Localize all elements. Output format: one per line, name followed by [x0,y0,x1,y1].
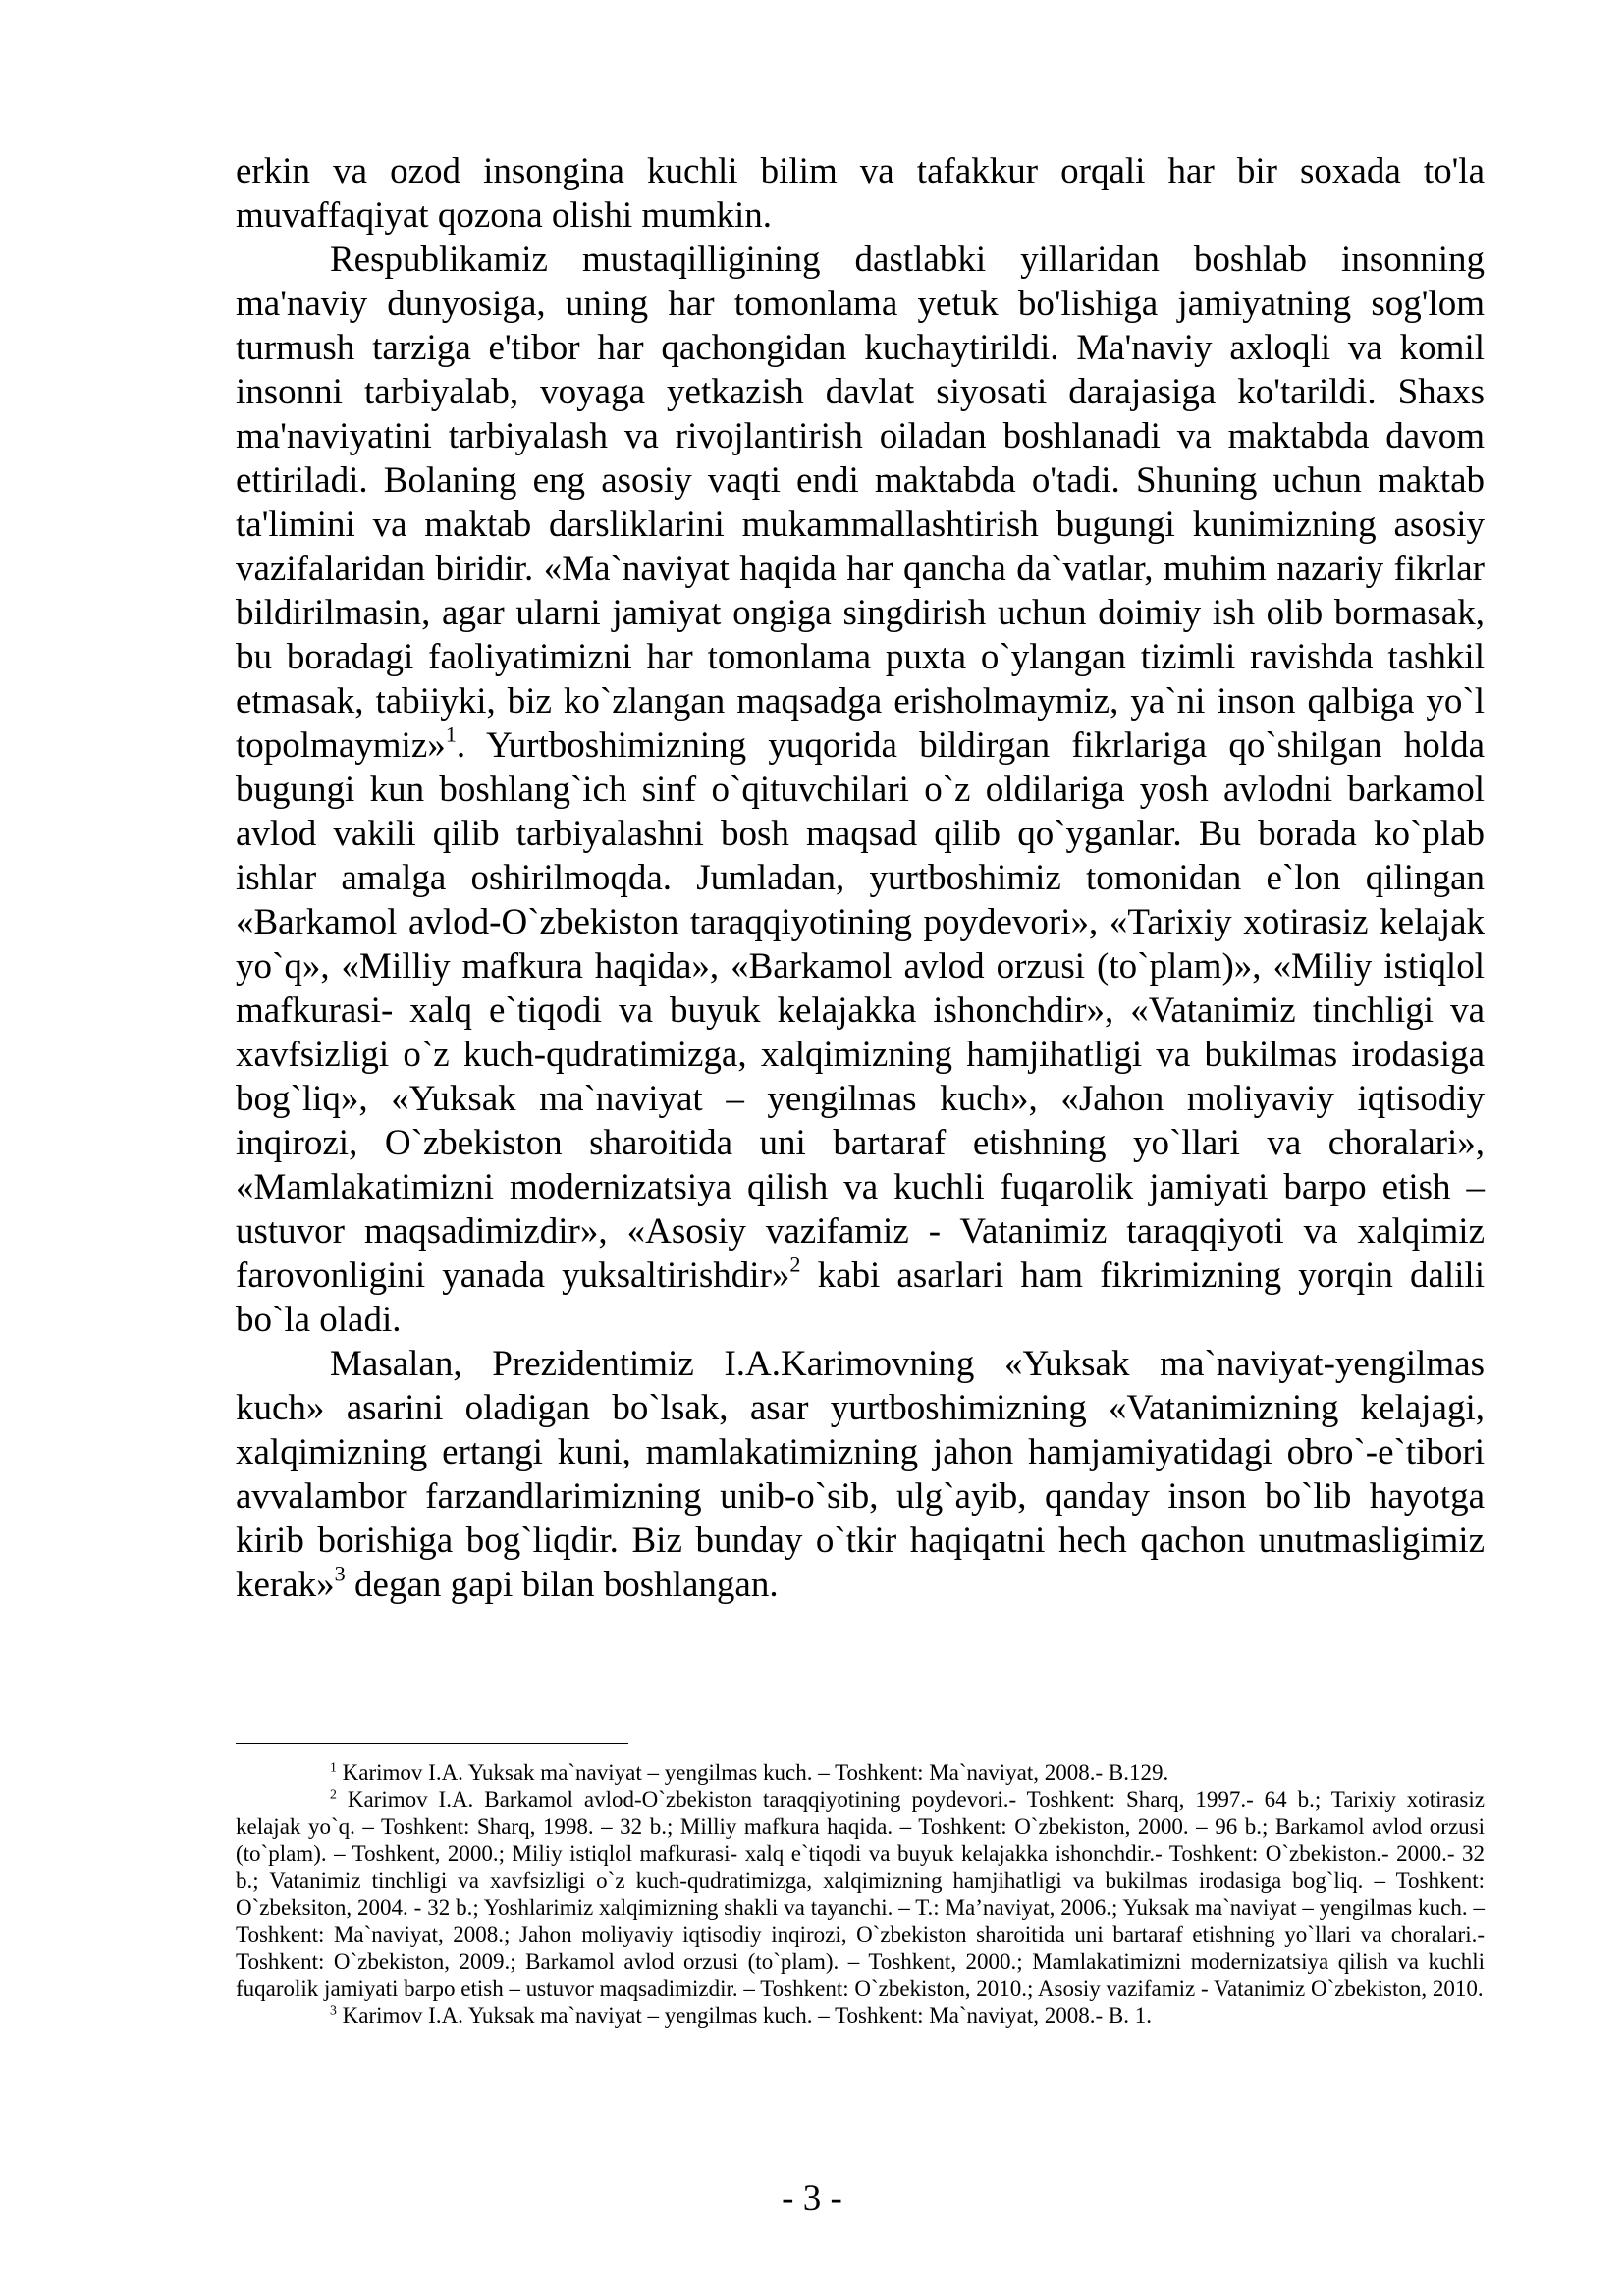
footnote-text: Karimov I.A. Yuksak ma`naviyat – yengilmas kuch. – Toshkent: Ma`naviyat, 2008.- B.129. [336,1760,1169,1785]
footnote-2 [236,1787,1485,2002]
page-number: - 3 - [782,2178,842,2218]
footnote-ref-3[interactable]: 3 [334,1561,346,1586]
paragraph-text: kabi asarlari ham fikrimizning yorqin dalili bo`la oladi. [236,1255,1485,1340]
paragraph-text: degan gapi bilan boshlangan. [345,1565,779,1605]
footnote-separator [236,1743,628,1744]
paragraph-text: . Yurtboshimizning yuqorida bildirgan fikrlariga qo`shilgan holda bugungi kun boshlang`ich sinf o`qituvchilari o`z oldilariga yosh avlodni barkamol avlod vakili qilib tarbiyalashni bosh maqsad qilib qo`yganlar. Bu borada ko`plab ishlar amalga oshirilmoqda. Jumladan, yurtboshimiz tomonidan e`lon qilingan «Barkamol avlod-O`zbekiston taraqqiyotining poydevori», «Tarixiy xotirasiz kelajak yo`q», «Milliy mafkura haqida», «Barkamol avlod orzusi (to`plam)», «Miliy istiqlol mafkurasi- xalq e`tiqodi va buyuk kelajakka ishonchdir», «Vatanimiz tinchligi va xavfsizligi o`z kuch-qudratimizga, xalqimizning hamjihatligi va bukilmas irodasiga bog`liq», «Yuksak ma`naviyat – yengilmas kuch», «Jahon moliyaviy iqtisodiy inqirozi, O`zbekiston sharoitida uni bartaraf etishning yo`llari va choralari», «Mamlakatimizni modernizatsiya qilish va kuchli fuqarolik jamiyati barpo etish – ustuvor maqsadimizdir», «Asosiy vazifamiz - Vatanimiz taraqqiyoti va xalqimiz farovonligini yanada yuksaltirishdir» [236,725,1485,1296]
footnote-mark: 3 [330,2002,337,2018]
footnotes [236,1759,1485,2029]
footnote-3 [236,2002,1485,2030]
footnote-text: Karimov I.A. Barkamol avlod-O`zbekiston taraqqiyotining poydevori.- Toshkent: Sharq, 1997.- 64 b.; Tarixiy xotirasiz kelajak yo`q. – Toshkent: Sharq, 1998. – 32 b.; Milliy mafkura haqida. – Toshkent: O`zbekiston, 2000. – 96 b.; Barkamol avlod orzusi (to`plam). – Toshkent, 2000.; Miliy istiqlol mafkurasi- xalq e`tiqodi va buyuk kelajakka ishonchdir.- Toshkent: O`zbekiston.- 2000.- 32 b.; Vatanimiz tinchligi va xavfsizligi o`z kuch-qudratimizga, xalqimizning hamjihatligi va bukilmas irodasiga bog`liq. – Toshkent: O`zbeksiton, 2004. - 32 b.; Yoshlarimiz xalqimizning shakli va tayanchi. – T.: Ma’naviyat, 2006.; Yuksak ma`naviyat – yengilmas kuch. – Toshkent: Ma`naviyat, 2008.; Jahon moliyaviy iqtisodiy inqirozi, O`zbekiston sharoitida uni bartaraf etishning yo`llari va choralari.- Toshkent: O`zbekiston, 2009.; Barkamol avlod orzusi (to`plam). – Toshkent, 2000.; Mamlakatimizni modernizatsiya qilish va kuchli fuqarolik jamiyati barpo etish – ustuvor maqsadimizdir. – Toshkent: O`zbekiston, 2010.; Asosiy vazifamiz - Vatanimiz O`zbekiston, 2010. [236,1787,1485,2001]
paragraph-text: Respublikamiz mustaqilligining dastlabki yillaridan boshlab insonning ma'naviy dunyosiga, uning har tomonlama yetuk bo'lishiga jamiyatning sog'lom turmush tarziga e'tibor har qachongidan kuchaytirildi. Ma'naviy axloqli va komil insonni tarbiyalab, voyaga yetkazish davlat siyosati darajasiga ko'tarildi. Shaxs ma'naviyatini tarbiyalash va rivojlantirish oiladan boshlanadi va maktabda davom ettiriladi. Bolaning eng asosiy vaqti endi maktabda o'tadi. Shuning uchun maktab ta'limini va maktab darsliklarini mukammallashtirish bugungi kunimizning asosiy vazifalaridan biridir. «Ma`naviyat haqida har qancha da`vatlar, muhim nazariy fikrlar bildirilmasin, agar ularni jamiyat ongiga singdirish uchun doimiy ish olib bormasak, bu boradagi faoliyatimizni har tomonlama puxta o`ylangan tizimli ravishda tashkil etmasak, tabiiyki, biz ko`zlangan maqsadga erisholmaymiz, ya`ni inson qalbiga yo`l topolmaymiz» [236,240,1485,766]
footnote-text: Karimov I.A. Yuksak ma`naviyat – yengilmas kuch. – Toshkent: Ma`naviyat, 2008.- B. 1. [336,2002,1152,2028]
footnote-ref-1[interactable]: 1 [445,721,457,747]
paragraph-continuation [236,149,1485,238]
paragraph-independence [236,238,1485,1342]
paragraph-example [236,1342,1485,1607]
footnote-1 [236,1759,1485,1787]
footnote-ref-2[interactable]: 2 [789,1252,801,1277]
paragraph-text: erkin va ozod insongina kuchli bilim va tafakkur orqali har bir soxada to'la muvaffaqiyat qozona olishi mumkin. [236,151,1485,236]
footnote-mark: 2 [330,1787,337,1802]
body-text [236,149,1485,1607]
footnote-mark: 1 [330,1759,337,1775]
paragraph-text: Masalan, Prezidentimiz I.A.Karimovning «Yuksak ma`naviyat-yengilmas kuch» asarini oladigan bo`lsak, asar yurtboshimizning «Vatanimizning kelajagi, xalqimizning ertangi kuni, mamlakatimizning jahon hamjamiyatidagi obro`-e`tibori avvalambor farzandlarimizning unib-o`sib, ulg`ayib, qanday inson bo`lib hayotga kirib borishiga bog`liqdir. Biz bunday o`tkir haqiqatni hech qachon unutmasligimiz kerak» [236,1344,1485,1605]
